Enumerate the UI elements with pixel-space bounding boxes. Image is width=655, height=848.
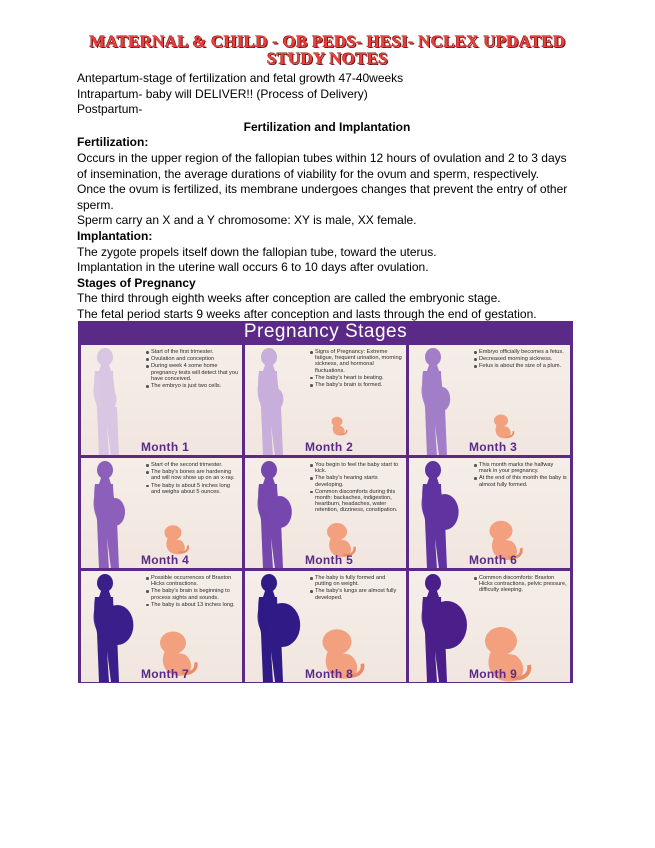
pregnancy-stages-infographic	[78, 321, 573, 683]
month-panel	[81, 345, 242, 455]
month-panel	[245, 571, 406, 682]
month-fact: Start of the second trimester.	[145, 462, 239, 468]
month-facts-list	[309, 462, 403, 515]
antepartum-text: Antepartum-stage of fertilization and fetal growth 47-40weeks	[77, 71, 404, 85]
month-facts-list	[145, 575, 239, 609]
month-fact: Signs of Pregnancy: Extreme fatigue, frequent urination, morning sickness, and hormonal fluctuations.	[309, 349, 403, 374]
fertilization-heading: Fertilization:	[77, 135, 149, 150]
stages-heading: Stages of Pregnancy	[77, 275, 196, 290]
month-panel	[409, 571, 570, 682]
implantation-paragraph-2: Implantation in the uterine wall occurs 6 to 10 days after ovulation.	[77, 260, 429, 275]
page-title-line-1: MATERNAL & CHILD - OB PEDS- HESI- NCLEX UPDATED	[89, 32, 566, 51]
fertilization-paragraph-3: Sperm carry an X and a Y chromosome: XY is male, XX female.	[77, 213, 417, 228]
months-grid	[81, 345, 570, 680]
month-fact: During week 4 some home pregnancy tests will detect that you have conceived.	[145, 363, 239, 382]
month-fact: This month marks the halfway mark in your pregnancy.	[473, 462, 567, 474]
month-fact: The baby is about 13 inches long.	[145, 602, 239, 608]
fertilization-paragraph-2: Once the ovum is fertilized, its membrane undergoes changes that prevent the entry of other sperm.	[77, 182, 568, 212]
month-facts-list	[473, 575, 567, 595]
month-facts-list	[309, 575, 403, 602]
month-label: Month 5	[305, 553, 354, 567]
page-title	[0, 33, 655, 67]
section-title: Fertilization and Implantation	[243, 119, 411, 134]
month-fact: Possible occurrences of Braxton Hicks contractions.	[145, 575, 239, 587]
month-label: Month 9	[469, 667, 518, 681]
month-fact: At the end of this month the baby is almost fully formed.	[473, 475, 567, 487]
document-body	[77, 71, 577, 323]
month-label: Month 2	[305, 440, 354, 454]
month-facts-list	[145, 462, 239, 496]
month-panel	[409, 458, 570, 568]
month-label: Month 1	[141, 440, 190, 454]
month-fact: Embryo officially becomes a fetus.	[473, 349, 567, 355]
month-label: Month 7	[141, 667, 190, 681]
month-fact: Common discomforts during this month: backaches, indigestion, heartburn, headaches, water retention, dizziness, constipation.	[309, 489, 403, 514]
month-fact: Decreased morning sickness.	[473, 356, 567, 362]
month-fact: Start of the first trimester.	[145, 349, 239, 355]
page-title-line-2: STUDY NOTES	[266, 49, 389, 68]
month-facts-list	[309, 349, 403, 389]
month-fact: The baby's heart is beating.	[309, 375, 403, 381]
month-label: Month 4	[141, 553, 190, 567]
month-fact: Ovulation and conception	[145, 356, 239, 362]
month-fact: The baby's lungs are almost fully developed.	[309, 588, 403, 600]
infographic-title: Pregnancy Stages	[243, 321, 408, 342]
month-facts-list	[145, 349, 239, 390]
implantation-paragraph-1: The zygote propels itself down the fallopian tube, toward the uterus.	[77, 244, 437, 259]
month-label: Month 6	[469, 553, 518, 567]
month-fact: Common discomforts: Braxton Hicks contractions, pelvic pressure, difficulty sleeping.	[473, 575, 567, 594]
month-fact: The baby's bones are hardening and will now show up on an x-ray.	[145, 469, 239, 481]
stages-paragraph-1: The third through eighth weeks after conception are called the embryonic stage.	[77, 291, 501, 306]
postpartum-text: Postpartum-	[77, 102, 143, 117]
month-fact: The baby is about 5 inches long and weighs about 5 ounces.	[145, 483, 239, 495]
month-fact: The baby is fully formed and putting on weight.	[309, 575, 403, 587]
intrapartum-text: Intrapartum- baby will DELIVER!! (Process of Delivery)	[77, 86, 368, 101]
month-fact: The embryo is just two cells.	[145, 383, 239, 389]
month-facts-list	[473, 349, 567, 371]
month-panel	[245, 345, 406, 455]
month-facts-list	[473, 462, 567, 489]
month-panel	[81, 458, 242, 568]
month-fact: You begin to feel the baby start to kick.	[309, 462, 403, 474]
implantation-heading: Implantation:	[77, 228, 153, 243]
stages-paragraph-2: The fetal period starts 9 weeks after conception and lasts through the end of gestation.	[77, 306, 537, 321]
month-fact: Fetus is about the size of a plum.	[473, 363, 567, 369]
month-label: Month 8	[305, 667, 354, 681]
month-fact: The baby's brain is beginning to process sights and sounds.	[145, 588, 239, 600]
month-fact: The baby's hearing starts developing.	[309, 475, 403, 487]
month-panel	[409, 345, 570, 455]
month-panel	[245, 458, 406, 568]
month-fact: The baby's brain is formed.	[309, 382, 403, 388]
month-panel	[81, 571, 242, 682]
month-label: Month 3	[469, 440, 518, 454]
fertilization-paragraph-1: Occurs in the upper region of the fallopian tubes within 12 hours of ovulation and 2 to 3 days of insemination, the average durations of viability for the ovum and sperm, respectively.	[77, 150, 567, 181]
